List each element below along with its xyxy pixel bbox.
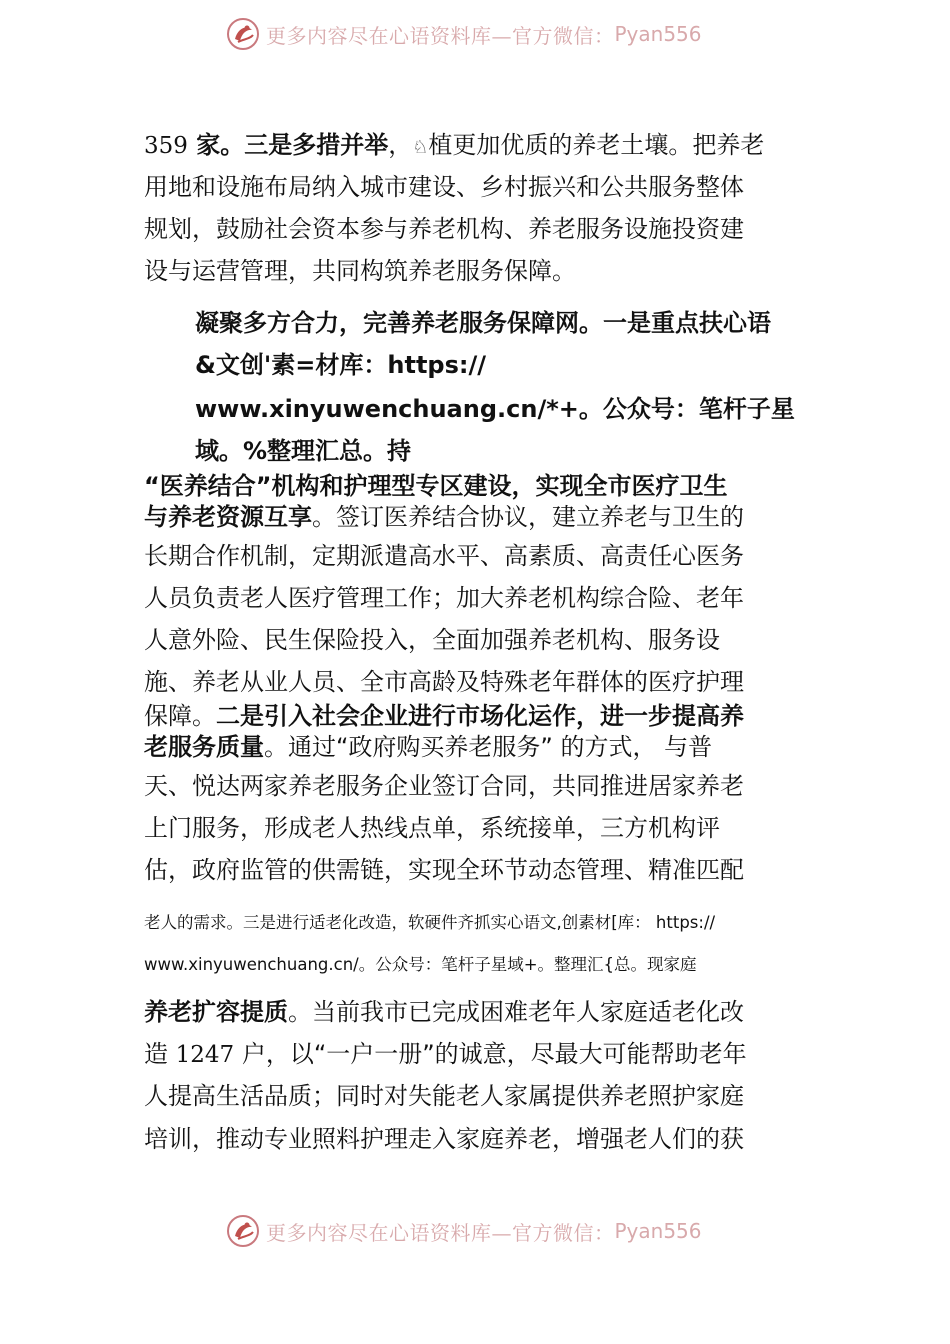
watermark-banner-bottom bbox=[226, 1213, 746, 1249]
text-line: 长期合作机制，定期派遣高水平、高素质、高责任心医务 bbox=[144, 542, 744, 570]
flower-swirl-logo-icon bbox=[226, 1214, 260, 1248]
text-line: 359 家。三是多措并举，♘植更加优质的养老土壤。把养老 bbox=[144, 131, 765, 159]
flower-swirl-logo-icon bbox=[226, 17, 260, 51]
text-line: 与养老资源互享。签订医养结合协议，建立养老与卫生的 bbox=[144, 503, 744, 531]
text-line: 天、悦达两家养老服务企业签订合同，共同推进居家养老 bbox=[144, 772, 744, 800]
text-line: 保障。二是引入社会企业进行市场化运作，进一步提高养 bbox=[144, 702, 744, 730]
text-line: 施、养老从业人员、全市高龄及特殊老年群体的医疗护理 bbox=[144, 668, 744, 696]
text-line: www.xinyuwenchuang.cn/*+。公众号：笔杆子星 bbox=[195, 395, 795, 423]
text-line: www.xinyuwenchuang.cn/。公众号：笔杆子星域+。整理汇{总。现家庭 bbox=[144, 955, 697, 974]
garbled-glyph-icon: ♘ bbox=[412, 137, 429, 158]
watermark-text: 更多内容尽在心语资料库—官方微信： bbox=[266, 1220, 615, 1245]
text-line: 用地和设施布局纳入城市建设、乡村振兴和公共服务整体 bbox=[144, 173, 744, 201]
text-line: 养老扩容提质。当前我市已完成困难老年人家庭适老化改 bbox=[144, 998, 744, 1026]
text-line: 估，政府监管的供需链，实现全环节动态管理、精准匹配 bbox=[144, 856, 744, 884]
watermark-banner-top bbox=[226, 16, 746, 52]
text-line: 老人的需求。三是进行适老化改造，软硬件齐抓实心语文,创素材[库： https:// bbox=[144, 913, 716, 932]
watermark-wechat-id: Pyan556 bbox=[614, 22, 702, 46]
text-line: 培训，推动专业照料护理走入家庭养老，增强老人们的获 bbox=[144, 1125, 744, 1153]
text-line: 老服务质量。通过“政府购买养老服务” 的方式， 与普 bbox=[144, 733, 713, 761]
text-line: 人意外险、民生保险投入，全面加强养老机构、服务设 bbox=[144, 626, 720, 654]
text-line: “医养结合”机构和护理型专区建设，实现全市医疗卫生 bbox=[144, 472, 728, 500]
watermark-wechat-id: Pyan556 bbox=[614, 1219, 702, 1243]
text-line: 设与运营管理，共同构筑养老服务保障。 bbox=[144, 257, 576, 285]
text-line: 凝聚多方合力，完善养老服务保障网。一是重点扶心语 bbox=[195, 309, 771, 337]
watermark-text: 更多内容尽在心语资料库—官方微信： bbox=[266, 23, 615, 48]
text-line: 造 1247 户，以“一户一册”的诚意，尽最大可能帮助老年 bbox=[144, 1040, 747, 1068]
text-line: &文创'素=材库：https:// bbox=[195, 351, 487, 379]
text-line: 规划，鼓励社会资本参与养老机构、养老服务设施投资建 bbox=[144, 215, 744, 243]
text-line: 域。%整理汇总。持 bbox=[195, 437, 412, 465]
text-line: 上门服务，形成老人热线点单，系统接单，三方机构评 bbox=[144, 814, 720, 842]
text-line: 人提高生活品质；同时对失能老人家属提供养老照护家庭 bbox=[144, 1082, 744, 1110]
text-line: 人员负责老人医疗管理工作；加大养老机构综合险、老年 bbox=[144, 584, 744, 612]
